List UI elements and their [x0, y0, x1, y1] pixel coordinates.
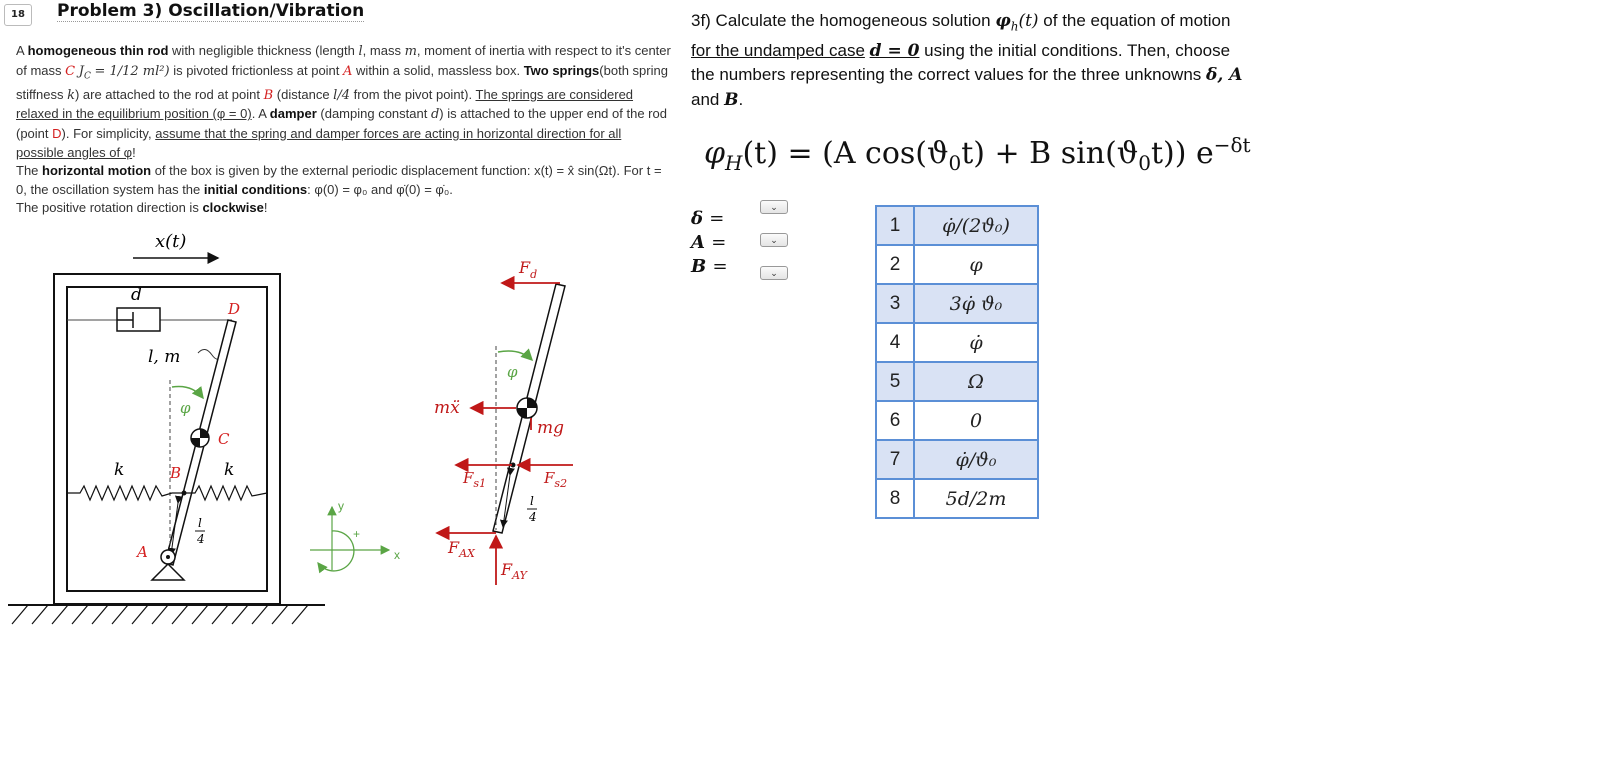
- table-row: [876, 284, 1038, 323]
- problem-text: The springs are considered relaxed in the equilibrium position (φ = 0): [16, 86, 634, 122]
- problem-text: The: [16, 163, 39, 179]
- formula-part: H: [725, 151, 743, 175]
- problem-text: !: [132, 144, 136, 160]
- problem-text: k: [67, 87, 75, 103]
- problem-text: is pivoted frictionless at point: [173, 62, 340, 78]
- label-FAY: $F_{AY}$: [501, 560, 527, 582]
- table-row: [876, 362, 1038, 401]
- label-l: l: [198, 516, 202, 530]
- label-k-right: k: [224, 460, 235, 480]
- page-number-badge: 18: [4, 4, 32, 26]
- question-text: B: [724, 89, 739, 110]
- mechanical-diagram: [0, 220, 660, 640]
- problem-text: within a solid, massless box.: [356, 62, 521, 78]
- unknown-B-label: B =: [691, 256, 728, 277]
- label-Fs2: $F_{s2}$: [544, 469, 568, 490]
- question-3f: [691, 9, 1251, 112]
- option-value: Ω: [914, 362, 1038, 401]
- phi-arc: [172, 386, 203, 398]
- problem-text: l: [358, 44, 363, 59]
- solution-formula: [704, 133, 1251, 175]
- problem-text: d: [430, 107, 440, 123]
- formula-part: 0: [1138, 151, 1151, 175]
- problem-text: : φ(0) = φ₀ and φ̇(0) = φ̇₀.: [307, 181, 453, 197]
- problem-text: A: [16, 43, 24, 58]
- ground-hatch: [12, 605, 308, 624]
- problem-text: ) is attached to the upper end of the rod (point: [16, 106, 667, 141]
- problem-text: A: [343, 63, 353, 79]
- fbd-center-of-mass-icon: [517, 398, 537, 418]
- coordinate-axes: [310, 507, 389, 571]
- unknown-delta-label: δ =: [691, 208, 725, 229]
- fbd-label-l: l: [530, 494, 534, 508]
- option-number: 7: [876, 440, 914, 479]
- label-mxdd: mẍ: [434, 398, 460, 418]
- label-4: 4: [197, 532, 205, 546]
- option-number: 8: [876, 479, 914, 518]
- option-value: 5d/2m: [914, 479, 1038, 518]
- table-row: [876, 245, 1038, 284]
- problem-text: of the box is given by the external periodic displacement function: x(t) = x̂ sin(Ωt). For t = 0, the oscillation system has the: [16, 163, 662, 197]
- problem-text: (distance: [276, 86, 330, 102]
- problem-text: (damping constant: [320, 106, 428, 122]
- options-table: [875, 205, 1039, 519]
- problem-text: m: [404, 44, 417, 59]
- table-row: [876, 323, 1038, 362]
- problem-text: ) are attached to the rod at point: [74, 86, 260, 102]
- label-phi: φ: [180, 399, 191, 417]
- question-text: φ: [995, 11, 1011, 31]
- option-value: 0: [914, 401, 1038, 440]
- pivot-support-icon: [152, 550, 184, 580]
- option-value: 3φ̇ ϑ₀: [914, 284, 1038, 323]
- formula-part: t)) e: [1150, 136, 1214, 171]
- fbd-label-phi: φ: [507, 363, 518, 381]
- question-text: .: [738, 89, 744, 109]
- question-text: using the initial conditions. Then, choose the numbers representing the correct values for the three unknowns: [691, 40, 1231, 85]
- question-text: d = 0: [869, 40, 920, 61]
- label-FAX: $F_{AX}$: [448, 538, 475, 560]
- spring-right: [185, 486, 267, 500]
- label-A: A: [137, 543, 148, 561]
- label-C: C: [218, 430, 230, 448]
- formula-part: φ: [704, 136, 726, 171]
- problem-text: , moment of inertia with respect to it's center of mass: [16, 43, 671, 78]
- label-mg: mg: [537, 418, 565, 438]
- problem-text: , mass: [362, 43, 401, 58]
- table-row: [876, 479, 1038, 518]
- option-value: φ̇/(2ϑ₀): [914, 206, 1038, 245]
- problem-text: initial conditions: [203, 181, 308, 197]
- label-l-m: l, m: [148, 347, 181, 367]
- problem-text: clockwise: [202, 200, 264, 216]
- option-number: 3: [876, 284, 914, 323]
- problem-text: . A: [251, 106, 267, 122]
- label-x-of-t: x(t): [155, 231, 187, 252]
- question-text: 3f) Calculate the homogeneous solution: [691, 11, 991, 30]
- option-number: 5: [876, 362, 914, 401]
- problem-text: C: [65, 63, 76, 79]
- chevron-down-icon: ⌄: [770, 202, 778, 212]
- problem-text: damper: [269, 106, 317, 122]
- problem-description: [16, 42, 671, 218]
- option-number: 6: [876, 401, 914, 440]
- problem-text: (both spring stiffness: [16, 62, 668, 102]
- problem-text: horizontal motion: [42, 163, 152, 179]
- question-text: h: [1010, 19, 1019, 34]
- problem-text: D: [52, 125, 62, 141]
- A-dropdown[interactable]: [760, 233, 788, 247]
- problem-text: from the pivot point).: [353, 86, 473, 102]
- question-text: (t): [1018, 11, 1039, 31]
- table-row: [876, 401, 1038, 440]
- question-text: of the equation of motion: [1043, 11, 1231, 30]
- option-number: 4: [876, 323, 914, 362]
- label-d: d: [131, 285, 142, 305]
- delta-dropdown[interactable]: [760, 200, 788, 214]
- option-number: 1: [876, 206, 914, 245]
- option-value: φ̇/ϑ₀: [914, 440, 1038, 479]
- label-Fd: $F_d$: [519, 258, 538, 281]
- table-row: [876, 206, 1038, 245]
- problem-text: l/4: [333, 87, 350, 103]
- point-B: [182, 491, 187, 496]
- problem-text: !: [263, 200, 268, 216]
- label-plus: +: [353, 527, 361, 541]
- box-inner: [67, 287, 267, 591]
- label-Fs1: $F_{s1}$: [463, 469, 487, 490]
- fbd-phi-arc: [498, 351, 532, 360]
- problem-text: = 1/12 ml²): [94, 63, 170, 79]
- axis-label-x: x: [394, 548, 400, 562]
- formula-part: (t) = (A cos(ϑ: [742, 136, 949, 171]
- question-text: for the undamped case: [691, 40, 865, 60]
- problem-text: B: [263, 87, 274, 103]
- problem-text: The positive rotation direction is: [16, 200, 199, 216]
- problem-title: Problem 3) Oscillation/Vibration: [57, 1, 365, 21]
- formula-part: 0: [948, 151, 962, 175]
- formula-part: −δt: [1213, 133, 1251, 157]
- spring-left: [67, 486, 182, 500]
- B-dropdown[interactable]: [760, 266, 788, 280]
- option-value: φ̇: [914, 323, 1038, 362]
- label-B: B: [170, 464, 182, 482]
- problem-text: with negligible thickness (length: [172, 43, 355, 58]
- option-number: 2: [876, 245, 914, 284]
- problem-text: C: [83, 71, 91, 82]
- chevron-down-icon: ⌄: [770, 235, 778, 245]
- problem-text: J: [78, 63, 84, 79]
- option-value: φ: [914, 245, 1038, 284]
- problem-text: ). For simplicity,: [61, 125, 152, 141]
- formula-part: t) + B sin(ϑ: [961, 136, 1139, 171]
- chevron-down-icon: ⌄: [770, 268, 778, 278]
- label-D: D: [228, 300, 241, 318]
- problem-text: homogeneous thin rod: [27, 43, 169, 58]
- axis-label-y: y: [338, 499, 344, 513]
- problem-text: Two springs: [523, 62, 600, 78]
- table-row: [876, 440, 1038, 479]
- question-text: and: [691, 89, 720, 109]
- question-text: δ, A: [1206, 65, 1243, 86]
- unknown-A-label: A =: [691, 232, 727, 253]
- problem-text: assume that the spring and damper forces are acting in horizontal direction for all possible angles of φ: [16, 125, 622, 160]
- center-of-mass-icon: [191, 429, 209, 447]
- fbd-label-4: 4: [529, 510, 537, 524]
- label-k-left: k: [114, 460, 125, 480]
